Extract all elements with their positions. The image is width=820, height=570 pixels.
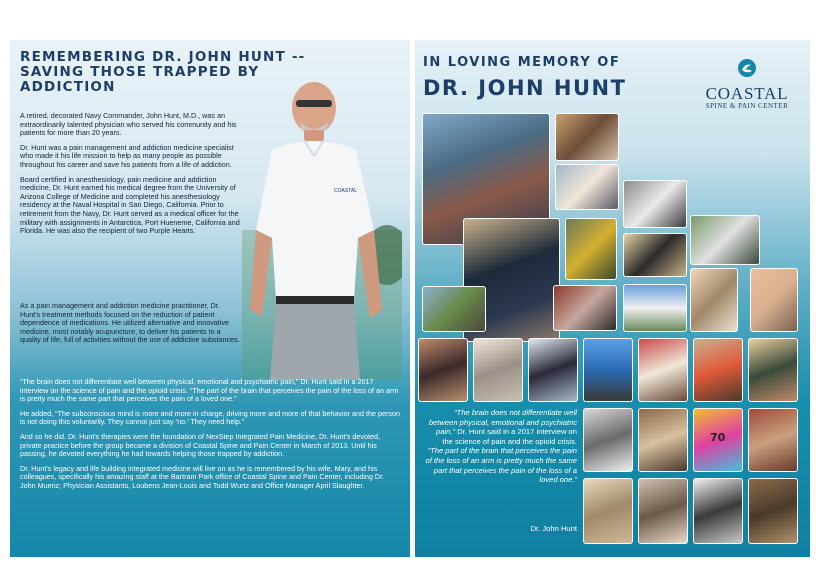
memorial-quote [425, 408, 577, 485]
collage-photo [555, 113, 619, 161]
collage-photo [748, 338, 798, 402]
jersey-number: 70 [710, 431, 726, 444]
collage-photo [638, 338, 688, 402]
collage-photo-jersey [693, 408, 743, 472]
collage-photo [583, 408, 633, 472]
collage-photo [748, 478, 798, 544]
bio-paragraph: “The brain does not differentiate well between physical, emotional and psychiatric pain,” Dr. Hunt said in a 2017 interview on the science of pain and the opioid crisis. “The part of the brain that perceives the pain of the loss of an arm is pretty much the same part that perceives the pain of a loved one.” [20, 377, 399, 404]
collage-photo [638, 478, 688, 544]
bio-middle [20, 302, 240, 351]
shirt-logo: COASTAL [334, 188, 357, 194]
bio-paragraph: And so he did. Dr. Hunt's therapies were the foundation of NexStep Integrated Pain Medicine, Dr. Hunt's devoted, private practice before the group became a division of Coastal Spine and Pain Center in March of 2013. Until his passing, he devoted everything he had towards helping those trapped by addiction. [20, 431, 380, 459]
collage-photo [583, 478, 633, 544]
bio-top [20, 112, 240, 242]
bio-paragraph: Dr. Hunt was a pain management and addiction medicine specialist who made it his life mission to help as many people as possible throughout his career and save his patients from a life of addiction. [20, 142, 234, 169]
bio-paragraph: A retired, decorated Navy Commander, John Hunt, M.D., was an extraordinarily talented physician who served his community and his patients for more than 20 years. [20, 111, 237, 138]
quote-italic-2: “The part of the brain that perceives the pain of the loss of an arm is pretty much the same part that perceives the pain of the loss of a loved one.” [425, 446, 577, 485]
collage-photo [583, 338, 633, 402]
quote-italic-1: “The brain does not differentiate well between physical, emotional and psychiatric pain,” [428, 408, 577, 437]
wave-logo-icon [737, 58, 757, 78]
collage-photo [690, 268, 738, 332]
memorial-title: DR. JOHN HUNT [423, 76, 627, 100]
collage-photo [693, 478, 743, 544]
collage-photo [528, 338, 578, 402]
collage-photo [693, 338, 743, 402]
logo-subtitle: SPINE & PAIN CENTER [705, 102, 789, 110]
quote-plain: Dr. Hunt said in a 2017 interview on the science of pain and the opioid crisis. [442, 427, 577, 446]
collage-photo-child [750, 268, 798, 332]
logo-name: COASTAL [705, 84, 789, 103]
coastal-logo [697, 58, 797, 110]
memorial-subtitle: IN LOVING MEMORY OF [423, 55, 621, 70]
left-title: REMEMBERING DR. JOHN HUNT -- SAVING THOSE TRAPPED BY ADDICTION [20, 49, 306, 95]
collage-photo [418, 338, 468, 402]
collage-photo [422, 286, 486, 332]
bio-paragraph: Board certified in anesthesiology, pain medicine and addiction medicine, Dr. Hunt earned his medical degree from the University of Arizona College of Medicine and completed his anesthesiology residency at the Naval Hospital in San Diego, California. Prior to retirement from the Navy, Dr. Hunt served as a medical officer for the military with assignments in Antarctica, Port Hueneme, California and Florida. He was also the recipient of two Purple Hearts. [20, 174, 240, 236]
collage-photo [748, 408, 798, 472]
collage-photo [555, 164, 619, 210]
collage-photo [623, 180, 687, 228]
bio-paragraph: He added, “The subconscious mind is more and more in charge, driving more and more of that behavior and the person is not doing this voluntarily. They cannot just say ‘no.’ They need help.” [20, 408, 400, 427]
collage-photo [638, 408, 688, 472]
bio-bottom [20, 378, 400, 497]
right-panel [415, 40, 810, 557]
collage-photo [623, 284, 687, 332]
collage-photo [473, 338, 523, 402]
collage-photo [690, 215, 760, 265]
dr-hunt-portrait-photo [242, 60, 402, 380]
bio-paragraph: As a pain management and addiction medicine practitioner, Dr. Hunt's treatment methods focused on the reduction of patient dependence of medications. He utilized alternative and innovative medicine, most notably acupuncture, to deliver his patients to a quality of life, full of activities without the use of addictive substances. [20, 301, 240, 345]
collage-photo [623, 233, 687, 277]
bio-paragraph: Dr. Hunt's legacy and life building integrated medicine will live on as he is remembered by his wife, Mary, and his colleagues, specifically his amazing staff at the Bartram Park office of Coastal Spine and Pain Center, including Dr. John Muenz; Physician Assistants, Loubens Jean-Louis and Todd Wurtz and Office Manager April Slaughter. [20, 463, 385, 490]
collage-photo [565, 218, 617, 280]
collage-photo [553, 285, 617, 331]
quote-attribution: Dr. John Hunt [530, 524, 577, 533]
left-panel [10, 40, 410, 557]
